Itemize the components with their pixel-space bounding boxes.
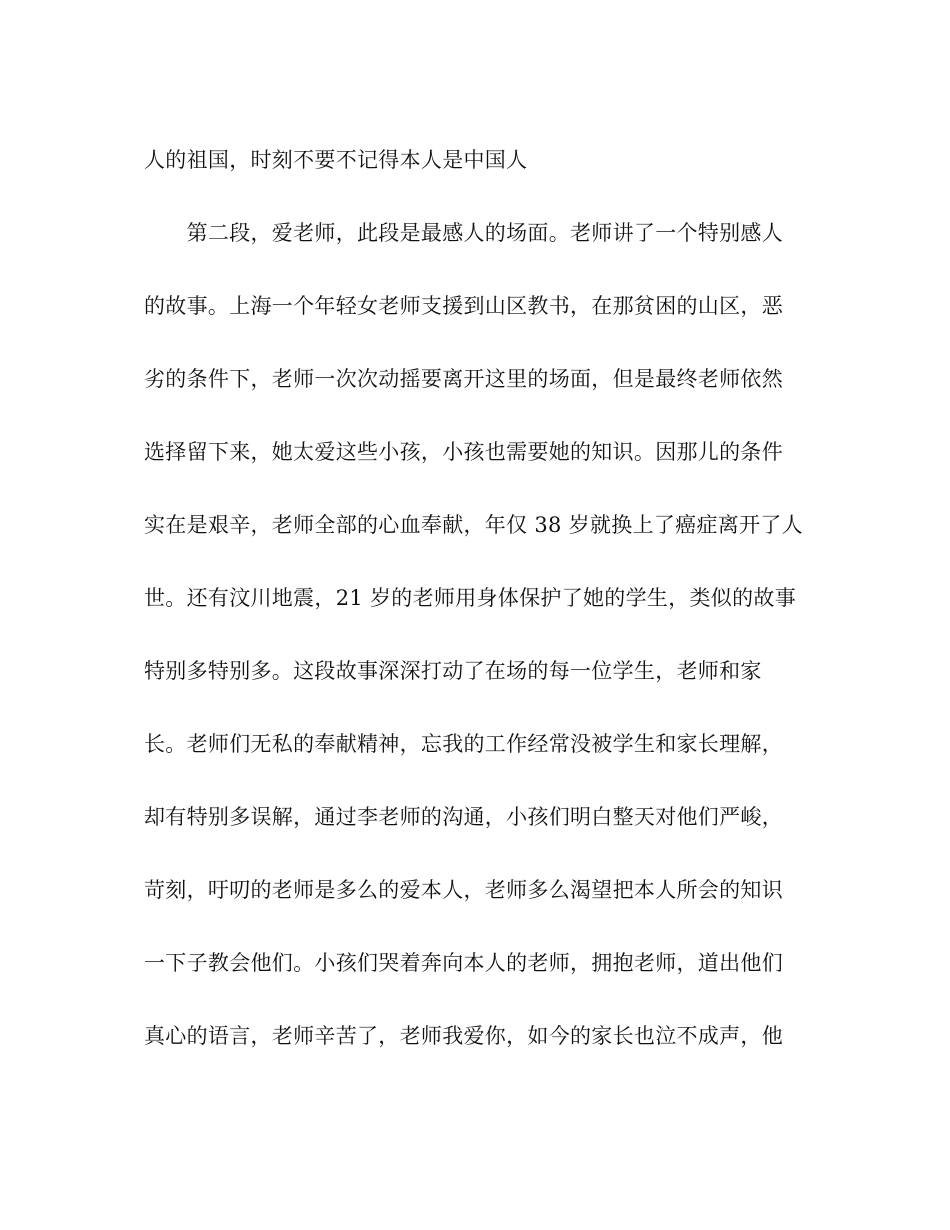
text-line: 长。老师们无私的奉献精神，忘我的工作经常没被学生和家长理解， <box>144 732 783 756</box>
text-line: 第二段，爱老师，此段是最感人的场面。老师讲了一个特别感人 <box>144 221 783 245</box>
text-line: 选择留下来，她太爱这些小孩，小孩也需要她的知识。因那儿的条件 <box>144 440 783 464</box>
text-line: 特别多特别多。这段故事深深打动了在场的每一位学生，老师和家 <box>144 659 762 683</box>
text-line: 一下子教会他们。小孩们哭着奔向本人的老师，拥抱老师，道出他们 <box>144 951 783 975</box>
text-line: 劣的条件下，老师一次次动摇要离开这里的场面，但是最终老师依然 <box>144 367 783 391</box>
text-line: 的故事。上海一个年轻女老师支援到山区教书，在那贫困的山区，恶 <box>144 294 783 318</box>
text-line: 实在是艰辛，老师全部的心血奉献，年仅 38 岁就换上了癌症离开了人 <box>144 513 803 537</box>
text-line: 世。还有汶川地震，21 岁的老师用身体保护了她的学生，类似的故事 <box>144 586 796 610</box>
text-line: 却有特别多误解，通过李老师的沟通，小孩们明白整天对他们严峻， <box>144 805 783 829</box>
text-line: 苛刻，吁叨的老师是多么的爱本人，老师多么渴望把本人所会的知识 <box>144 878 783 902</box>
text-line: 真心的语言，老师辛苦了，老师我爱你，如今的家长也泣不成声，他 <box>144 1024 783 1048</box>
body-text <box>144 140 824 1089</box>
text-line: 人的祖国，时刻不要不记得本人是中国人 <box>144 148 528 172</box>
